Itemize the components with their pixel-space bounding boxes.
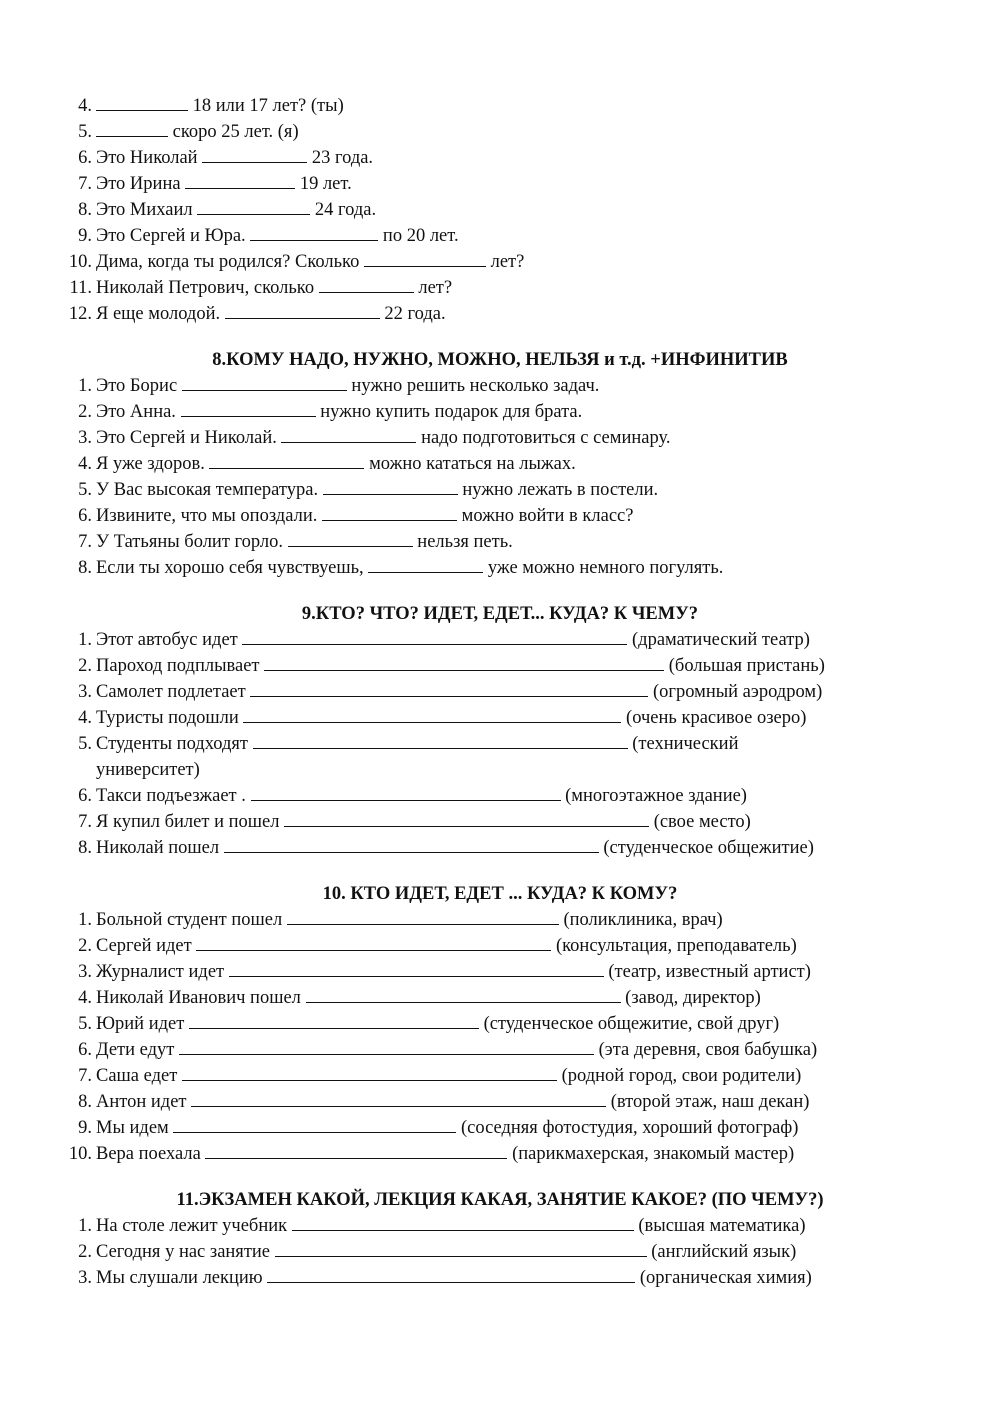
answer-blank[interactable] [284, 809, 649, 827]
item-number: 5. [78, 122, 92, 142]
hint-text: (драматический театр) [632, 630, 810, 650]
exercise-line [0, 933, 1000, 959]
exercise-line [0, 425, 1000, 451]
hint-text: (огромный аэродром) [652, 682, 823, 702]
answer-blank[interactable] [179, 1037, 594, 1055]
hint-text: (студенческое общежитие, свой друг) [483, 1014, 780, 1034]
exercise-line [0, 223, 1000, 249]
prompt-text: Это Борис [96, 376, 178, 396]
exercise-line [0, 503, 1000, 529]
hint-text: (соседняя фотостудия, хороший фотограф) [461, 1118, 799, 1138]
answer-blank[interactable] [322, 503, 457, 521]
prompt-text: Николай Петрович, сколько [96, 278, 315, 298]
hint-text: (второй этаж, наш декан) [610, 1092, 810, 1112]
hint-text: (большая пристань) [668, 656, 825, 676]
hint-text: надо подготовиться с семинару. [421, 428, 671, 448]
exercise-line-continuation [0, 757, 1000, 783]
prompt-text: У Татьяны болит горло. [96, 532, 284, 552]
item-number: 5. [78, 1014, 92, 1034]
prompt-text: Дети едут [96, 1040, 175, 1060]
answer-blank[interactable] [209, 451, 364, 469]
hint-text: (свое место) [653, 812, 751, 832]
item-number: 8. [78, 1092, 92, 1112]
hint-text: уже можно немного погулять. [487, 558, 724, 578]
answer-blank[interactable] [306, 985, 621, 1003]
item-number: 5. [78, 734, 92, 754]
exercise-line [0, 627, 1000, 653]
section-7 [0, 93, 1000, 327]
exercise-line [0, 1037, 1000, 1063]
hint-text: (высшая математика) [638, 1216, 806, 1236]
item-number: 4. [78, 708, 92, 728]
hint-text: 22 года. [384, 304, 446, 324]
prompt-text: Если ты хорошо себя чувствуешь, [96, 558, 364, 578]
answer-blank[interactable] [364, 249, 486, 267]
item-number: 1. [78, 1216, 92, 1236]
exercise-line [0, 1141, 1000, 1167]
hint-text: (парикмахерская, знакомый мастер) [512, 1144, 795, 1164]
answer-blank[interactable] [202, 145, 307, 163]
answer-blank[interactable] [264, 653, 664, 671]
exercise-line [0, 1239, 1000, 1265]
answer-blank[interactable] [287, 907, 559, 925]
hint-text: можно войти в класс? [461, 506, 634, 526]
exercise-line [0, 249, 1000, 275]
item-number: 4. [78, 454, 92, 474]
prompt-text: Журналист идет [96, 962, 225, 982]
item-number: 8. [78, 558, 92, 578]
hint-text: 24 года. [314, 200, 377, 220]
item-number: 9. [78, 1118, 92, 1138]
item-number: 6. [78, 786, 92, 806]
prompt-text: Это Михаил [96, 200, 193, 220]
answer-blank[interactable] [242, 627, 627, 645]
item-number: 10. [68, 252, 92, 272]
item-number: 3. [78, 1268, 92, 1288]
exercise-line [0, 835, 1000, 861]
answer-blank[interactable] [182, 373, 347, 391]
hint-text: (эта деревня, своя бабушка) [598, 1040, 818, 1060]
hint-text: (завод, директор) [625, 988, 761, 1008]
exercise-line [0, 451, 1000, 477]
prompt-text: Это Анна. [96, 402, 176, 422]
answer-blank[interactable] [319, 275, 414, 293]
prompt-text: На столе лежит учебник [96, 1216, 288, 1236]
answer-blank[interactable] [323, 477, 458, 495]
exercise-line [0, 959, 1000, 985]
prompt-text: Я уже здоров. [96, 454, 205, 474]
answer-blank[interactable] [368, 555, 483, 573]
exercise-line [0, 171, 1000, 197]
hint-text: 23 года. [311, 148, 374, 168]
item-number: 11. [69, 278, 92, 298]
section-9 [0, 627, 1000, 861]
item-number: 9. [78, 226, 92, 246]
hint-text: можно кататься на лыжах. [369, 454, 576, 474]
exercise-line [0, 275, 1000, 301]
answer-blank[interactable] [288, 529, 413, 547]
prompt-text: Дима, когда ты родился? Сколько [96, 252, 360, 272]
answer-blank[interactable] [250, 679, 648, 697]
item-number: 12. [68, 304, 92, 324]
prompt-text: Мы идем [96, 1118, 169, 1138]
prompt-text: Сегодня у нас занятие [96, 1242, 271, 1262]
hint-text: нужно купить подарок для брата. [320, 402, 583, 422]
prompt-text: Саша едет [96, 1066, 178, 1086]
item-number: 8. [78, 200, 92, 220]
section-10 [0, 907, 1000, 1167]
exercise-line [0, 653, 1000, 679]
exercise-line [0, 301, 1000, 327]
hint-text: (театр, известный артист) [608, 962, 811, 982]
answer-blank[interactable] [251, 783, 561, 801]
prompt-text: Я купил билет и пошел [96, 812, 280, 832]
hint-text: нельзя петь. [417, 532, 513, 552]
hint-text: (родной город, свои родители) [561, 1066, 802, 1086]
answer-blank[interactable] [181, 399, 316, 417]
hint-text-continuation: университет) [96, 760, 200, 780]
prompt-text: Антон идет [96, 1092, 187, 1112]
exercise-line [0, 119, 1000, 145]
exercise-line [0, 529, 1000, 555]
item-number: 2. [78, 402, 92, 422]
item-number: 2. [78, 936, 92, 956]
exercise-line [0, 1089, 1000, 1115]
item-number: 2. [78, 1242, 92, 1262]
item-number: 6. [78, 1040, 92, 1060]
item-number: 1. [78, 910, 92, 930]
prompt-text: Туристы подошли [96, 708, 239, 728]
hint-text: 18 или 17 лет? (ты) [192, 96, 344, 116]
section-9-title: 9.КТО? ЧТО? ИДЕТ, ЕДЕТ... КУДА? К ЧЕМУ? [301, 604, 699, 624]
prompt-text: Вера поехала [96, 1144, 201, 1164]
item-number: 1. [78, 630, 92, 650]
exercise-line [0, 783, 1000, 809]
exercise-line [0, 1011, 1000, 1037]
item-number: 6. [78, 506, 92, 526]
exercise-line [0, 1265, 1000, 1291]
prompt-text: Пароход подплывает [96, 656, 260, 676]
exercise-line [0, 145, 1000, 171]
answer-blank[interactable] [197, 197, 310, 215]
answer-blank[interactable] [225, 301, 380, 319]
answer-blank[interactable] [253, 731, 628, 749]
item-number: 1. [78, 376, 92, 396]
item-number: 7. [78, 1066, 92, 1086]
item-number: 5. [78, 480, 92, 500]
hint-text: (очень красивое озеро) [626, 708, 807, 728]
exercise-line [0, 197, 1000, 223]
hint-text: лет? [418, 278, 453, 298]
section-8-title: 8.КОМУ НАДО, НУЖНО, МОЖНО, НЕЛЬЗЯ и т.д. +ИНФИНИТИВ [212, 350, 788, 370]
answer-blank[interactable] [205, 1141, 507, 1159]
hint-text: (консультация, преподаватель) [555, 936, 797, 956]
item-number: 3. [78, 962, 92, 982]
section-11 [0, 1213, 1000, 1291]
exercise-line [0, 705, 1000, 731]
hint-text: по 20 лет. [382, 226, 459, 246]
item-number: 2. [78, 656, 92, 676]
prompt-text: Студенты подходят [96, 734, 248, 754]
item-number: 4. [78, 96, 92, 116]
prompt-text: Юрий идет [96, 1014, 185, 1034]
prompt-text: Николай Иванович пошел [96, 988, 301, 1008]
exercise-line [0, 399, 1000, 425]
answer-blank[interactable] [173, 1115, 456, 1133]
hint-text: лет? [490, 252, 525, 272]
prompt-text: Больной студент пошел [96, 910, 283, 930]
answer-blank[interactable] [182, 1063, 557, 1081]
hint-text: (студенческое общежитие) [603, 838, 814, 858]
hint-text: (органическая химия) [639, 1268, 812, 1288]
answer-blank[interactable] [292, 1213, 634, 1231]
prompt-text: Этот автобус идет [96, 630, 238, 650]
prompt-text: Такси подъезжает . [96, 786, 246, 806]
prompt-text: Николай пошел [96, 838, 220, 858]
section-10-title: 10. КТО ИДЕТ, ЕДЕТ ... КУДА? К КОМУ? [322, 884, 678, 904]
answer-blank[interactable] [243, 705, 621, 723]
item-number: 7. [78, 532, 92, 552]
exercise-line [0, 93, 1000, 119]
hint-text: 19 лет. [299, 174, 352, 194]
exercise-line [0, 731, 1000, 757]
item-number: 3. [78, 428, 92, 448]
prompt-text: Это Сергей и Юра. [96, 226, 246, 246]
answer-blank[interactable] [189, 1011, 479, 1029]
prompt-text: Я еще молодой. [96, 304, 221, 324]
section-11-title: 11.ЭКЗАМЕН КАКОЙ, ЛЕКЦИЯ КАКАЯ, ЗАНЯТИЕ КАКОЕ? (ПО ЧЕМУ?) [176, 1190, 824, 1210]
item-number: 6. [78, 148, 92, 168]
answer-blank[interactable] [281, 425, 416, 443]
prompt-text: Это Николай [96, 148, 198, 168]
answer-blank[interactable] [275, 1239, 647, 1257]
exercise-line [0, 477, 1000, 503]
answer-blank[interactable] [191, 1089, 606, 1107]
hint-text: нужно решить несколько задач. [351, 376, 600, 396]
answer-blank[interactable] [96, 93, 188, 111]
answer-blank[interactable] [267, 1265, 635, 1283]
prompt-text: Это Ирина [96, 174, 181, 194]
exercise-line [0, 1115, 1000, 1141]
item-number: 8. [78, 838, 92, 858]
answer-blank[interactable] [229, 959, 604, 977]
item-number: 7. [78, 812, 92, 832]
exercise-line [0, 1213, 1000, 1239]
exercise-line [0, 679, 1000, 705]
prompt-text: Мы слушали лекцию [96, 1268, 263, 1288]
prompt-text: Самолет подлетает [96, 682, 246, 702]
prompt-text: У Вас высокая температура. [96, 480, 319, 500]
worksheet-page [0, 93, 1000, 1291]
prompt-text: Это Сергей и Николай. [96, 428, 277, 448]
hint-text: (технический [632, 734, 739, 754]
exercise-line [0, 907, 1000, 933]
hint-text: (поликлиника, врач) [563, 910, 723, 930]
item-number: 7. [78, 174, 92, 194]
exercise-line [0, 985, 1000, 1011]
hint-text: (английский язык) [651, 1242, 797, 1262]
hint-text: скоро 25 лет. (я) [172, 122, 299, 142]
answer-blank[interactable] [96, 119, 168, 137]
item-number: 4. [78, 988, 92, 1008]
answer-blank[interactable] [196, 933, 551, 951]
exercise-line [0, 1063, 1000, 1089]
exercise-line [0, 373, 1000, 399]
hint-text: нужно лежать в постели. [462, 480, 659, 500]
prompt-text: Извините, что мы опоздали. [96, 506, 318, 526]
prompt-text: Сергей идет [96, 936, 192, 956]
item-number: 3. [78, 682, 92, 702]
section-8 [0, 373, 1000, 581]
hint-text: (многоэтажное здание) [565, 786, 747, 806]
answer-blank[interactable] [250, 223, 378, 241]
answer-blank[interactable] [224, 835, 599, 853]
answer-blank[interactable] [185, 171, 295, 189]
exercise-line [0, 555, 1000, 581]
exercise-line [0, 809, 1000, 835]
item-number: 10. [68, 1144, 92, 1164]
